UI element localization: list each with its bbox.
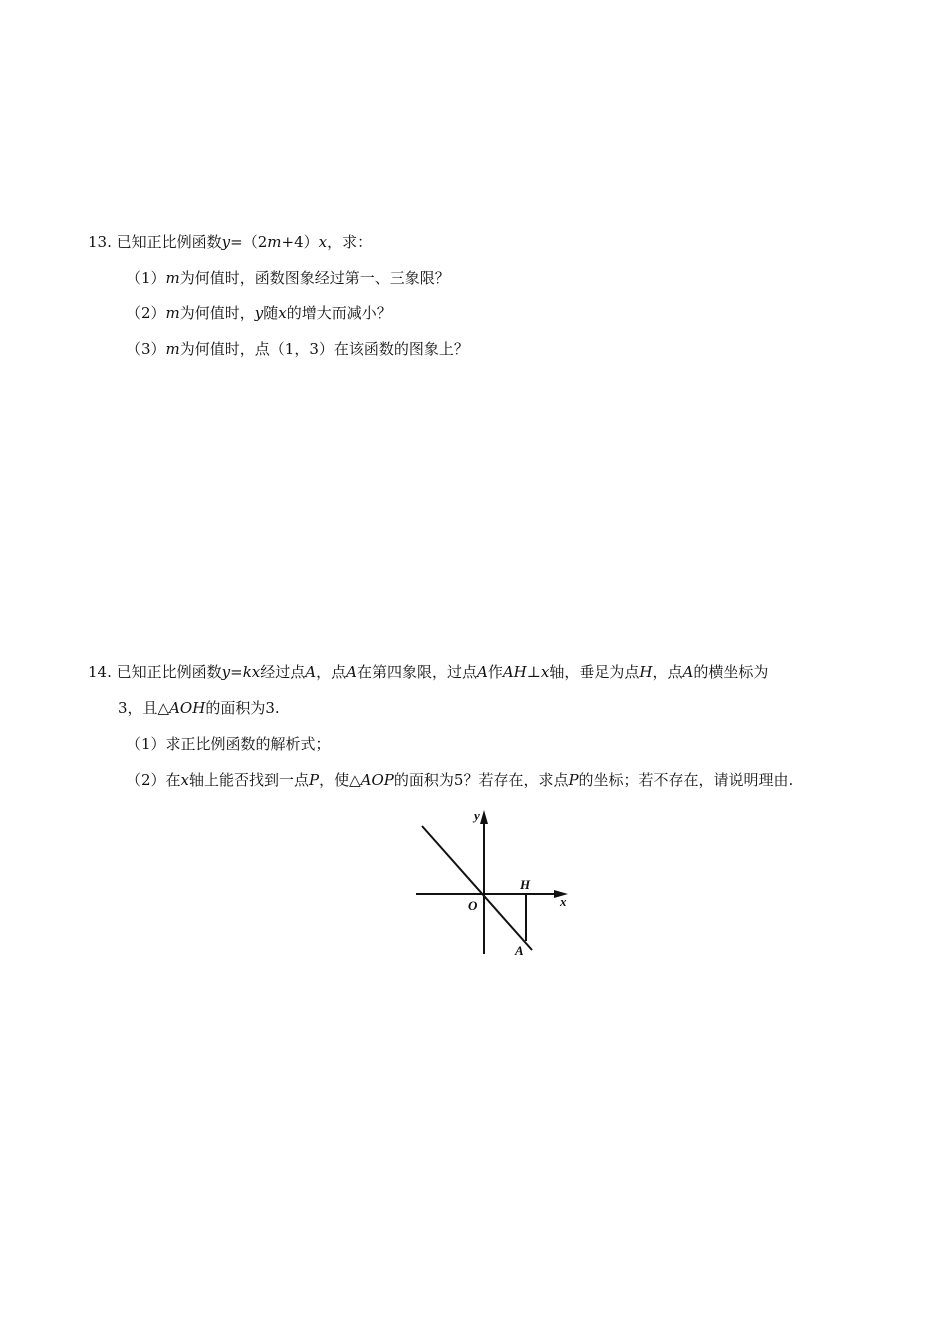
q14-part-1: （1）求正比例函数的解析式； xyxy=(126,735,331,753)
point-h-label: H xyxy=(520,877,531,892)
q14-part-2: （2）在x轴上能否找到一点P，使△AOP的面积为5？若存在，求点P的坐标；若不存在，请说明理由. xyxy=(126,771,794,789)
q13-part-1: （1）m为何值时，函数图象经过第一、三象限？ xyxy=(126,269,450,287)
coordinate-figure xyxy=(412,808,572,960)
q13-part-2: （2）m为何值时，y随x的增大而减小？ xyxy=(126,304,392,322)
function-line xyxy=(422,826,532,950)
q14-stem-line-2: 3，且△AOH的面积为3. xyxy=(118,699,280,717)
q13-part-3: （3）m为何值时，点（1，3）在该函数的图象上？ xyxy=(126,340,469,358)
q14-number: 14. xyxy=(88,663,112,681)
y-axis-arrow xyxy=(480,810,488,824)
point-a-label: A xyxy=(515,943,524,958)
y-axis-label: y xyxy=(474,808,480,823)
q13-number: 13. xyxy=(88,233,112,251)
x-axis-label: x xyxy=(560,894,567,909)
origin-label: O xyxy=(468,898,478,913)
q13-stem: 13. 已知正比例函数y=（2m+4）x，求： xyxy=(88,233,373,251)
q14-stem-line-1: 14. 已知正比例函数y=kx经过点A，点A在第四象限，过点A作AH⊥x轴，垂足为点H，点A的横坐标为 xyxy=(88,663,769,681)
